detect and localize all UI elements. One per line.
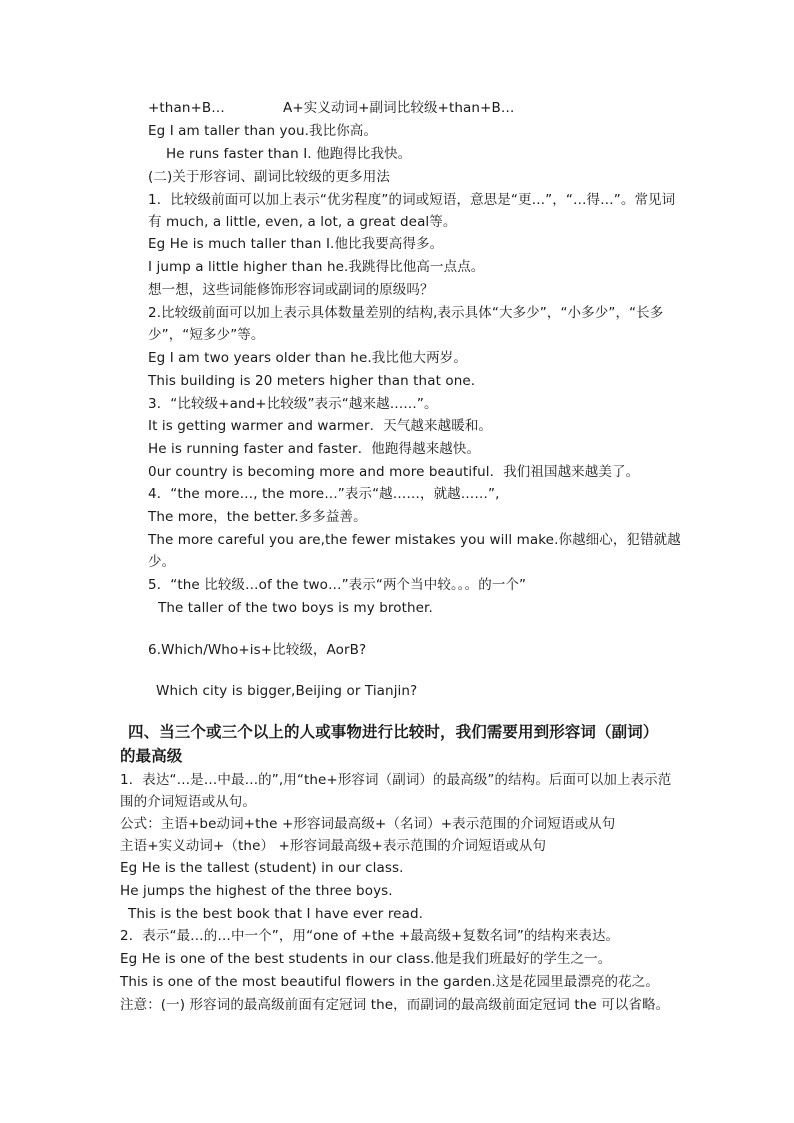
example-line: Eg I am taller than you.我比你高。	[148, 123, 378, 139]
example-line: It is getting warmer and warmer．天气越来越暖和。	[148, 418, 493, 434]
example-line: This is the best book that I have ever read.	[128, 906, 424, 922]
subheading-line: (二)关于形容词、副词比较级的更多用法	[148, 169, 390, 185]
rule-line: 有 much, a little, even, a lot, a great deal等。	[148, 214, 457, 230]
example-line: He runs faster than I. 他跑得比我快。	[166, 146, 412, 162]
rule-line: 围的介词短语或从句。	[120, 794, 256, 810]
example-line: Eg He is one of the best students in our class.他是我们班最好的学生之一。	[120, 951, 612, 967]
rule-line: 4．“the more…, the more…”表示“越……，就越……”,	[148, 486, 500, 502]
formula-line-right: A+实义动词+副词比较级+than+B…	[283, 100, 515, 116]
example-line: Eg I am two years older than he.我比他大两岁。	[148, 350, 467, 366]
rule-line: 少”，“短多少”等。	[148, 327, 265, 343]
rule-line: 2．表示“最…的…中一个”，用“one of +the +最高级+复数名词”的结构来表达。	[120, 928, 620, 944]
example-line: The more，the better.多多益善。	[148, 509, 367, 525]
example-line: The more careful you are,the fewer mistakes you will make.你越细心，犯错就越	[148, 532, 681, 548]
rule-line: 1．比较级前面可以加上表示“优劣程度”的词或短语，意思是“更…”，“…得…”。常见词	[148, 192, 676, 208]
rule-line: 6.Which/Who+is+比较级，AorB?	[148, 642, 367, 658]
formula-line: 主语+实义动词+（the） +形容词最高级+表示范围的介词短语或从句	[120, 838, 547, 854]
example-line: Eg He is the tallest (student) in our class.	[120, 860, 404, 876]
example-line: He is running faster and faster．他跑得越来越快。	[148, 441, 481, 457]
rule-line: 2.比较级前面可以加上表示具体数量差别的结构,表示具体“大多少”，“小多少”，“长多	[148, 305, 664, 321]
rule-line: 5．“the 比较级…of the two…”表示“两个当中较。。。的一个”	[148, 577, 527, 593]
example-line: Which city is bigger,Beijing or Tianjin?	[156, 683, 418, 699]
example-line: 0ur country is becoming more and more beautiful．我们祖国越来越美了。	[148, 464, 640, 480]
note-line: 注意：(一) 形容词的最高级前面有定冠词 the，而副词的最高级前面定冠词 the 可以省略。	[120, 997, 670, 1013]
question-line: 想一想，这些词能修饰形容词或副词的原级吗？	[148, 282, 434, 298]
example-line: 少。	[148, 554, 176, 570]
example-line: This is one of the most beautiful flowers in the garden.这是花园里最漂亮的花之。	[120, 974, 659, 990]
rule-line: 3．“比较级+and+比较级”表示“越来越……”。	[148, 396, 438, 412]
example-line: Eg He is much taller than I.他比我要高得多。	[148, 236, 444, 252]
example-line: This building is 20 meters higher than that one.	[148, 373, 476, 389]
formula-line: 公式：主语+be动词+the +形容词最高级+（名词）+表示范围的介词短语或从句	[120, 816, 616, 832]
example-line: I jump a little higher than he.我跳得比他高一点点。	[148, 259, 485, 275]
rule-line: 1．表达“…是…中最…的”,用“the+形容词（副词）的最高级”的结构。后面可以加上表示范	[120, 772, 672, 788]
formula-line-left: +than+B…	[148, 100, 225, 116]
section-heading: 四、当三个或三个以上的人或事物进行比较时，我们需要用到形容词（副词）	[128, 723, 659, 741]
section-heading: 的最高级	[120, 747, 183, 765]
example-line: He jumps the highest of the three boys.	[120, 883, 393, 899]
example-line: The taller of the two boys is my brother.	[158, 600, 433, 616]
